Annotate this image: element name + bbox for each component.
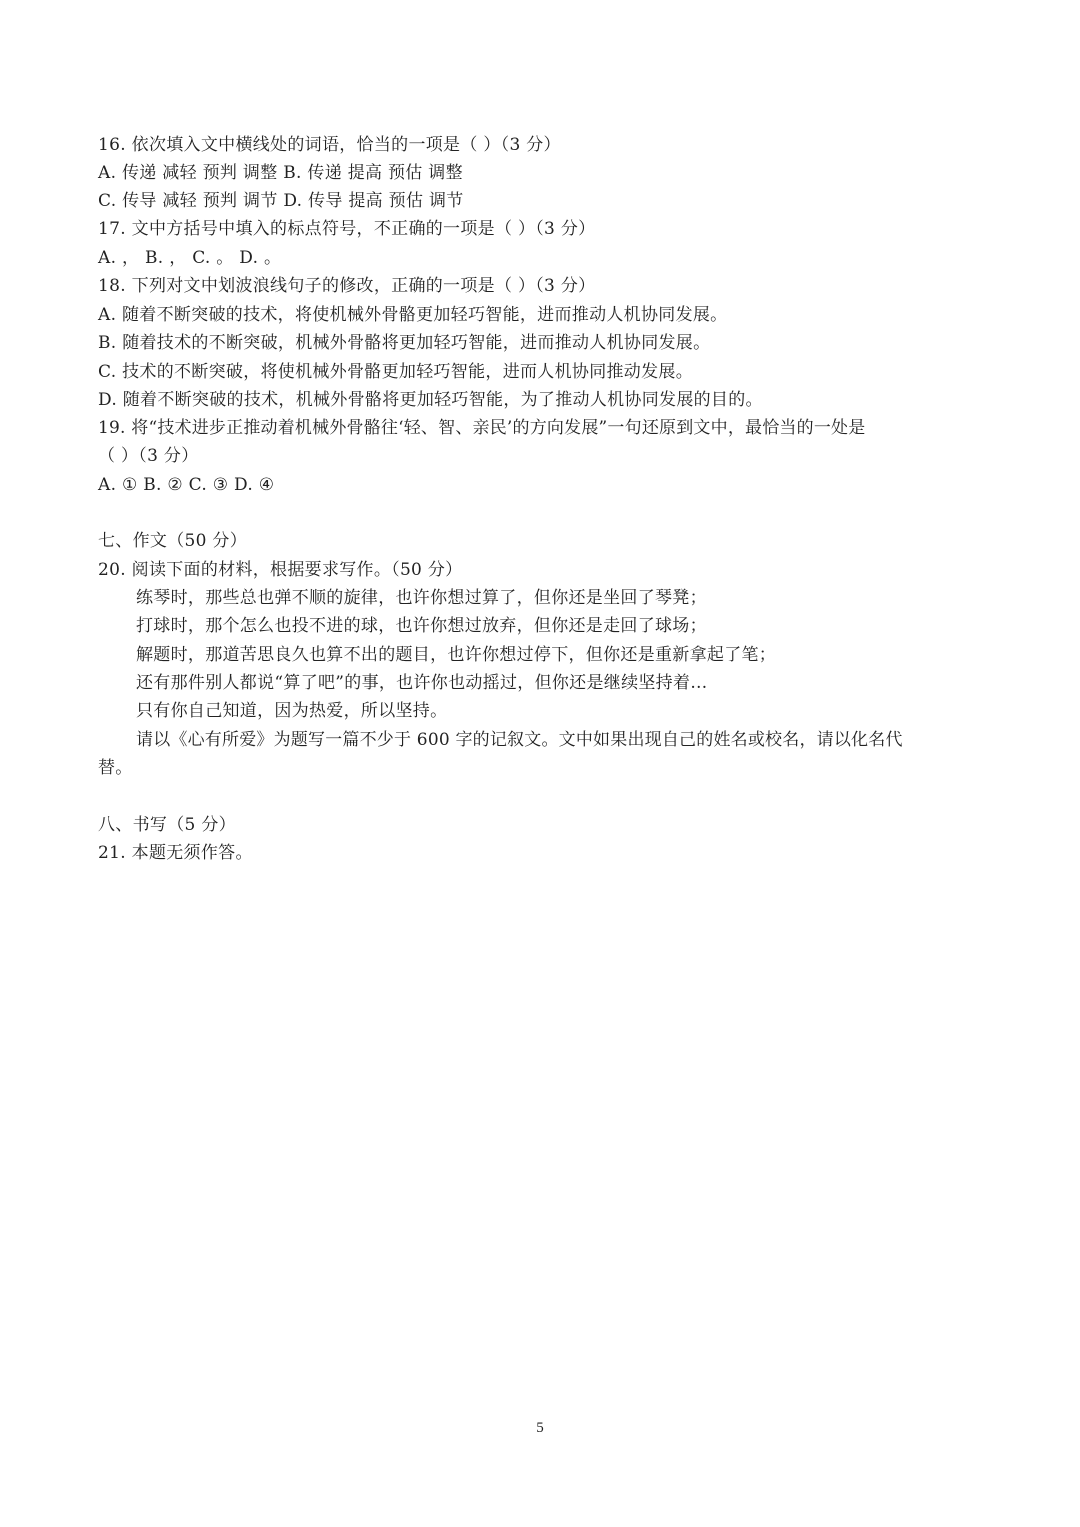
section8-heading: 八、书写（5 分） (98, 815, 236, 835)
page-number: 5 (536, 1420, 544, 1436)
q16-stem: 16. 依次填入文中横线处的词语，恰当的一项是（ ）（3 分） (98, 135, 561, 155)
essay-material-para5: 只有你自己知道，因为热爱，所以坚持。 (136, 701, 448, 721)
q19-stem-line1: 19. 将“技术进步正推动着机械外骨骼往‘轻、智、亲民’的方向发展”一句还原到文中，最恰当的一处是 (98, 418, 866, 438)
essay-material-para4: 还有那件别人都说“算了吧”的事，也许你也动摇过，但你还是继续坚持着… (136, 673, 708, 693)
q17-options: A. ， B. ， C. 。 D. 。 (98, 248, 282, 268)
q17-stem: 17. 文中方括号中填入的标点符号，不正确的一项是（ ）（3 分） (98, 219, 596, 239)
section7-heading: 七、作文（50 分） (98, 531, 248, 551)
q16-options-ab: A. 传递 减轻 预判 调整 B. 传递 提高 预估 调整 (98, 163, 463, 183)
q19-stem-line2: （ ）（3 分） (98, 446, 199, 466)
q21-text: 21. 本题无须作答。 (98, 843, 253, 863)
essay-requirement-line2: 替。 (98, 758, 133, 778)
q16-options-cd: C. 传导 减轻 预判 调节 D. 传导 提高 预估 调节 (98, 191, 464, 211)
essay-requirement-line1: 请以《心有所爱》为题写一篇不少于 600 字的记叙文。文中如果出现自己的姓名或校名，请以化名代 (136, 730, 903, 750)
q20-stem: 20. 阅读下面的材料，根据要求写作。（50 分） (98, 560, 463, 580)
q18-option-c: C. 技术的不断突破，将使机械外骨骼更加轻巧智能，进而人机协同推动发展。 (98, 362, 694, 382)
essay-material-para3: 解题时，那道苦思良久也算不出的题目，也许你想过停下，但你还是重新拿起了笔； (136, 645, 777, 665)
q19-options: A. ① B. ② C. ③ D. ④ (98, 475, 275, 495)
q18-option-d: D. 随着不断突破的技术，机械外骨骼将更加轻巧智能，为了推动人机协同发展的目的。 (98, 390, 763, 410)
q18-stem: 18. 下列对文中划波浪线句子的修改，正确的一项是（ ）（3 分） (98, 276, 596, 296)
essay-material-para1: 练琴时，那些总也弹不顺的旋律，也许你想过算了，但你还是坐回了琴凳； (136, 588, 707, 608)
essay-material-para2: 打球时，那个怎么也投不进的球，也许你想过放弃，但你还是走回了球场； (136, 616, 707, 636)
q18-option-b: B. 随着技术的不断突破，机械外骨骼将更加轻巧智能，进而推动人机协同发展。 (98, 333, 711, 353)
q18-option-a: A. 随着不断突破的技术，将使机械外骨骼更加轻巧智能，进而推动人机协同发展。 (98, 305, 728, 325)
